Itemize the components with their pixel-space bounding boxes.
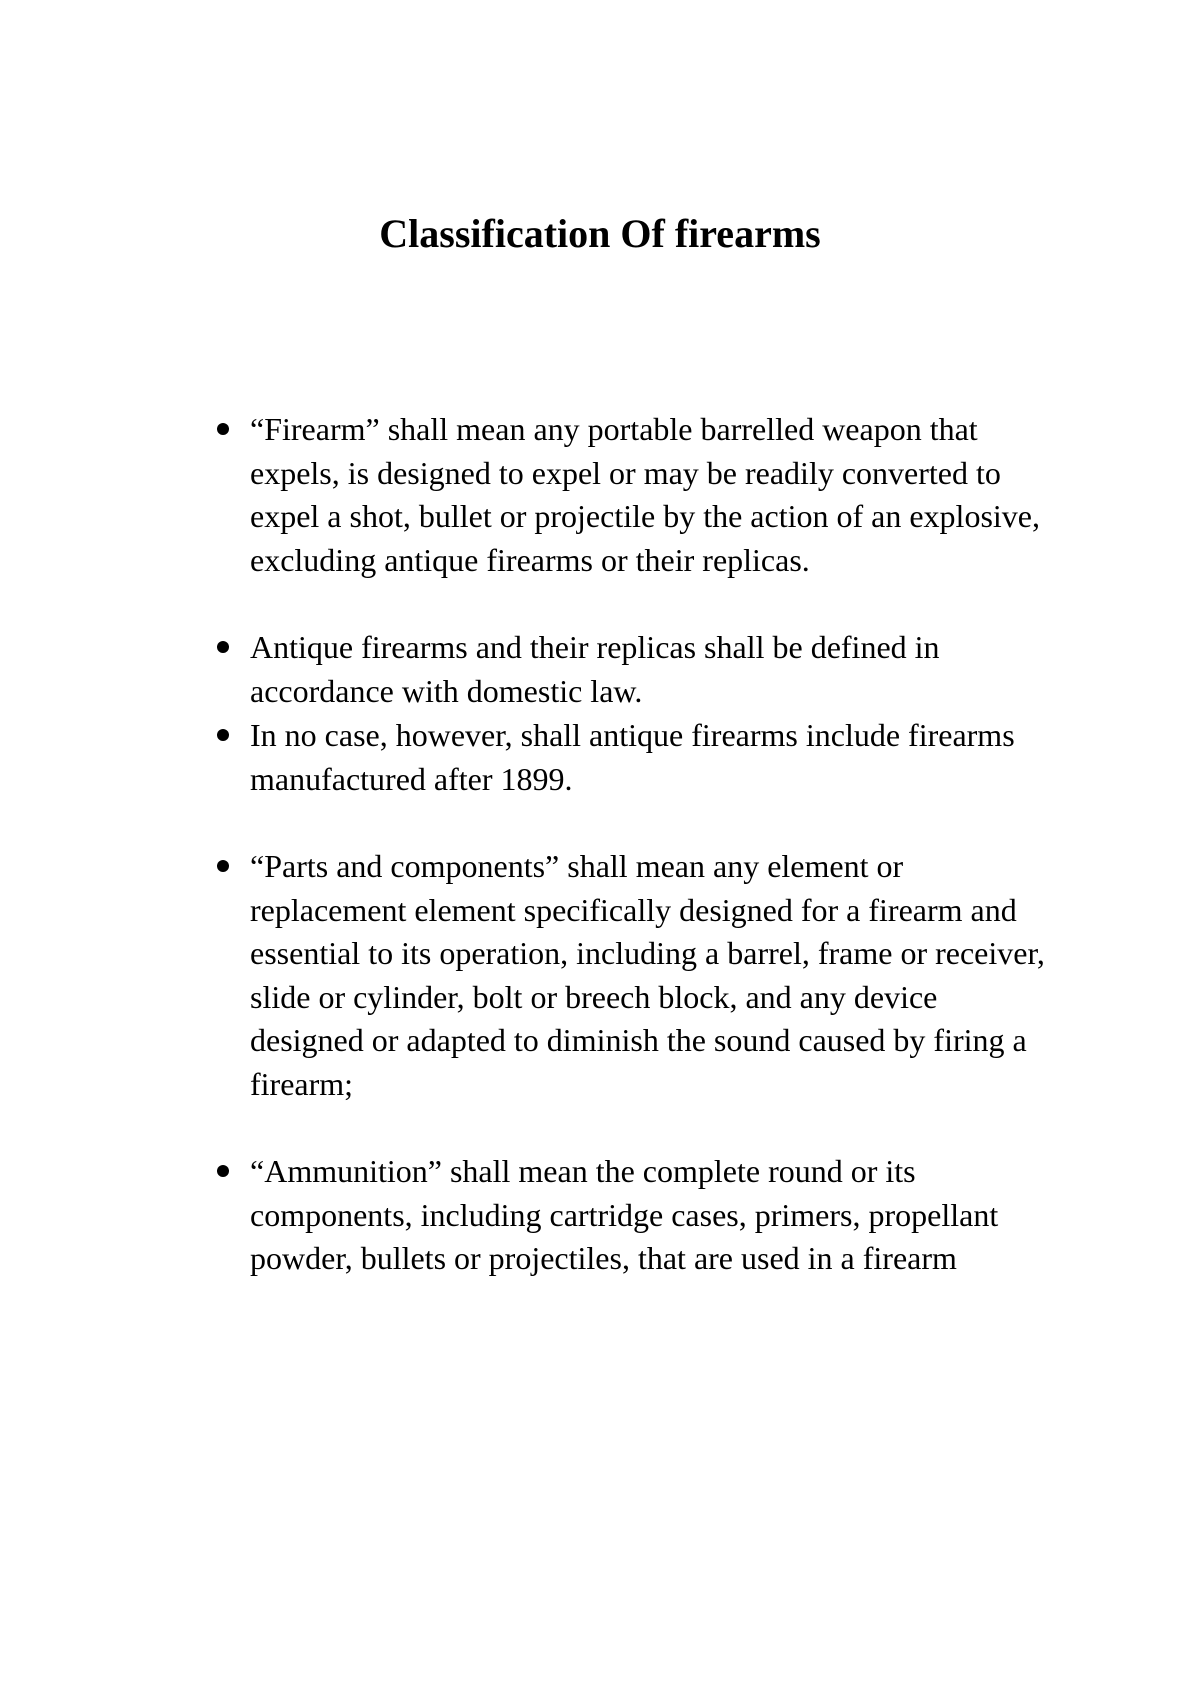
- bullet-icon: [217, 860, 229, 872]
- list-item-antique-firearms: [250, 626, 1050, 713]
- list-item-text: In no case, however, shall antique firearms include firearms manufactured after 1899.: [250, 717, 1015, 797]
- bullet-icon: [217, 423, 229, 435]
- list-item-text: Antique firearms and their replicas shall be defined in accordance with domestic law.: [250, 629, 940, 709]
- list-item-ammunition: [250, 1150, 1050, 1281]
- page-title: Classification Of firearms: [379, 211, 821, 256]
- bullet-icon: [217, 1165, 229, 1177]
- list-item-text: “Parts and components” shall mean any element or replacement element specifically designed for a firearm and essential to its operation, including a barrel, frame or receiver, slide or cylinder, bolt or breech block, and any device designed or adapted to diminish the sound caused by firing a firearm;: [250, 848, 1045, 1102]
- bullet-icon: [217, 729, 229, 741]
- list-item-text: “Ammunition” shall mean the complete round or its components, including cartridge cases, primers, propellant powder, bullets or projectiles, that are used in a firearm: [250, 1153, 999, 1276]
- list-item-firearm: [250, 408, 1050, 582]
- list-item-parts-components: [250, 845, 1050, 1106]
- list-item-text: “Firearm” shall mean any portable barrelled weapon that expels, is designed to expel or may be readily converted to expel a shot, bullet or projectile by the action of an explosive, excluding antique firearms or their replicas.: [250, 411, 1040, 578]
- bullet-icon: [217, 641, 229, 653]
- list-item-antique-cutoff: [250, 714, 1050, 801]
